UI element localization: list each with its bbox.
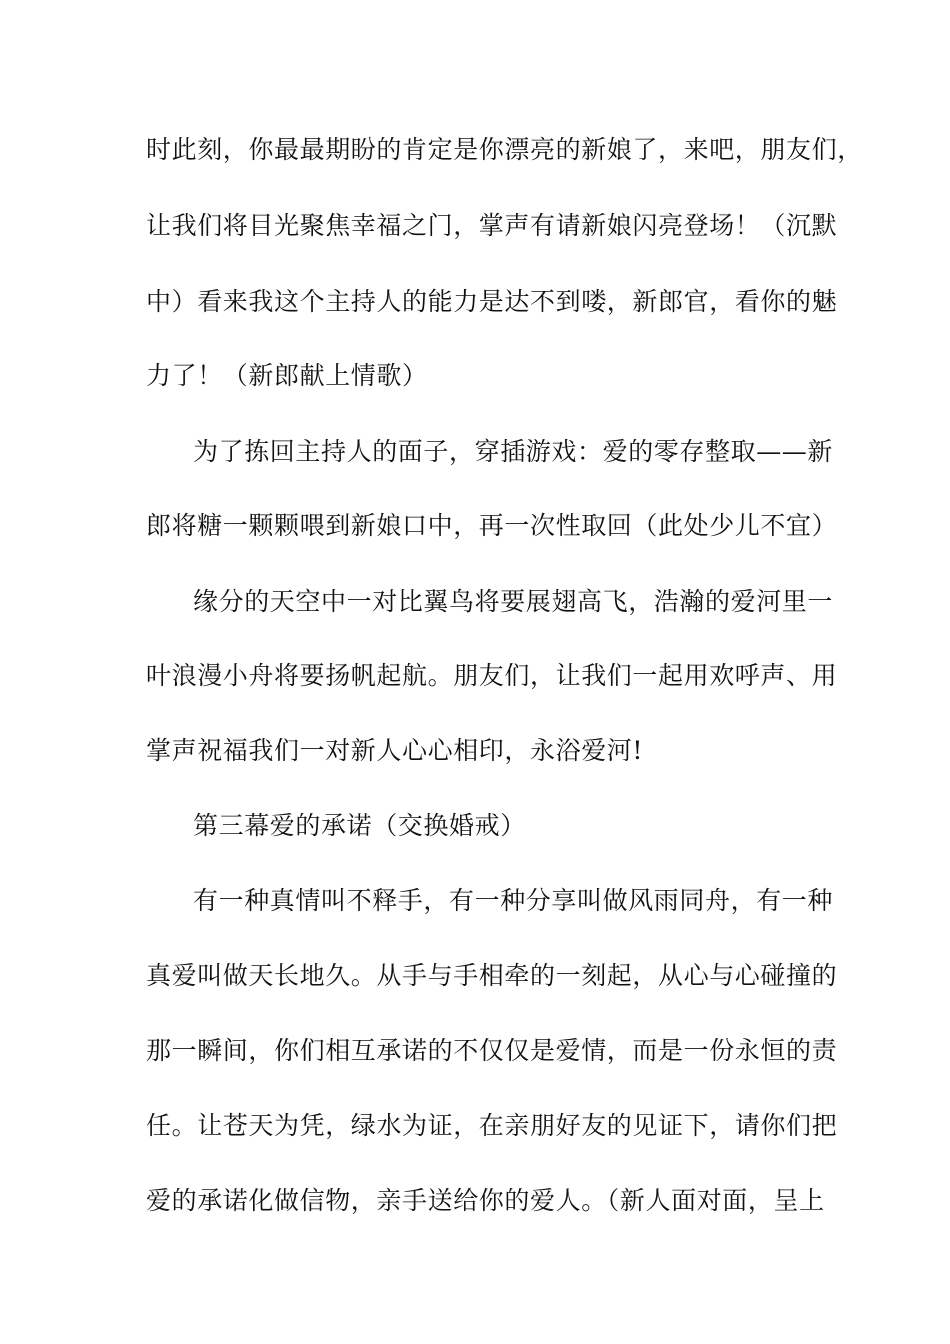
section-heading: 第三幕爱的承诺（交换婚戒） xyxy=(193,811,526,840)
paragraph-first-line: 为了拣回主持人的面子，穿插游戏：爱的零存整取——新 xyxy=(193,437,834,466)
paragraph-first-line: 缘分的天空中一对比翼鸟将要展翅高飞，浩瀚的爱河里一 xyxy=(193,587,834,616)
text-line: 让我们将目光聚焦幸福之门，掌声有请新娘闪亮登场！（沉默 xyxy=(146,211,838,240)
text-line: 力了！（新郎献上情歌） xyxy=(146,361,428,390)
text-line: 郎将糖一颗颗喂到新娘口中，再一次性取回（此处少儿不宜） xyxy=(146,511,838,540)
text-line: 真爱叫做天长地久。从手与手相牵的一刻起，从心与心碰撞的 xyxy=(146,961,838,990)
text-line: 掌声祝福我们一对新人心心相印，永浴爱河! xyxy=(146,736,644,765)
text-line: 中）看来我这个主持人的能力是达不到喽，新郎官，看你的魅 xyxy=(146,287,838,316)
text-line: 叶浪漫小舟将要扬帆起航。朋友们，让我们一起用欢呼声、用 xyxy=(146,661,838,690)
text-line: 任。让苍天为凭，绿水为证，在亲朋好友的见证下，请你们把 xyxy=(146,1111,838,1140)
paragraph-first-line: 有一种真情叫不释手，有一种分享叫做风雨同舟，有一种 xyxy=(193,886,834,915)
text-line: 那一瞬间，你们相互承诺的不仅仅是爱情，而是一份永恒的责 xyxy=(146,1036,838,1065)
text-line: 爱的承诺化做信物，亲手送给你的爱人。（新人面对面，呈上 xyxy=(146,1186,825,1215)
text-line: 时此刻，你最最期盼的肯定是你漂亮的新娘了，来吧，朋友们， xyxy=(146,135,863,164)
